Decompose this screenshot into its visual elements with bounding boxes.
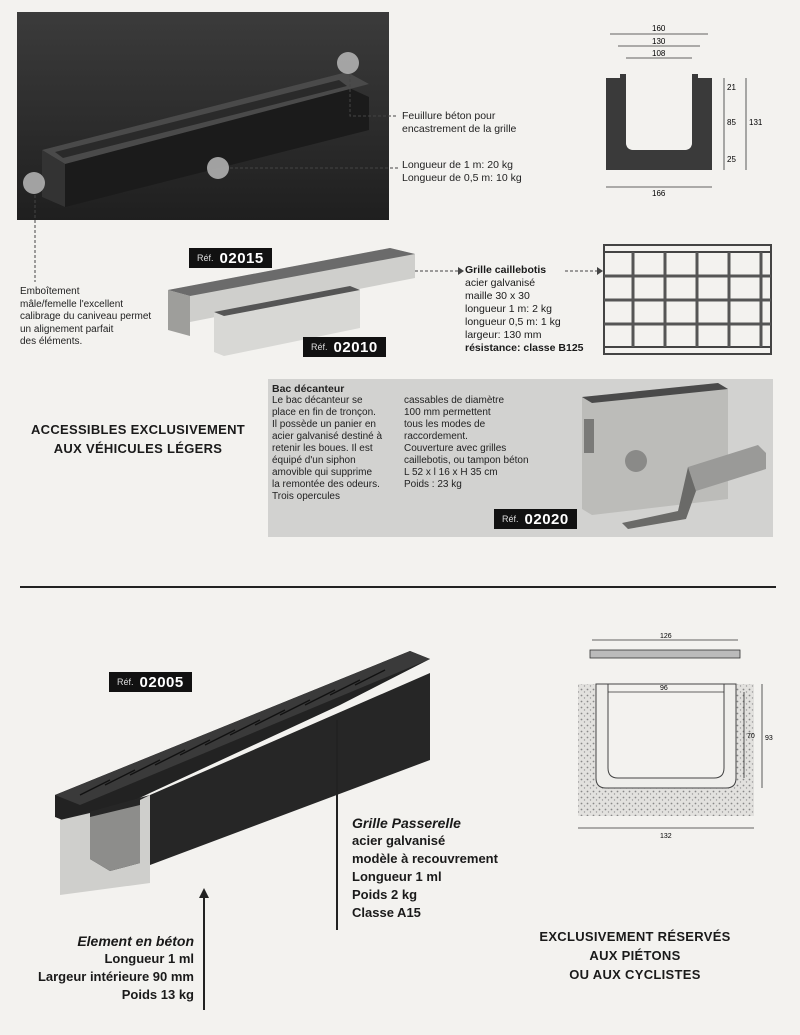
dim-96: 96 [660,685,668,692]
dim-132: 132 [660,833,672,840]
dim-126: 126 [660,633,672,640]
ref-badge-02015: Réf. 02015 [189,248,272,268]
dim-93: 93 [765,735,773,742]
ref-badge-02010: Réf. 02010 [303,337,386,357]
dim-130: 130 [652,37,666,46]
callout-feuillure: Feuillure béton pour encastrement de la grille [402,110,517,135]
dim-70: 70 [747,733,755,740]
section-divider [20,586,776,588]
cross-section-top [596,22,776,197]
passerelle-specs: Grille Passerelle acier galvanisé modèle à recouvrement Longueur 1 ml Poids 2 kg Classe A15 [352,815,498,920]
ref-badge-02020: Réf. 02020 [494,509,577,529]
bac-text-col1: Bac décanteur Le bac décanteur se place en fin de tronçon. Il possède un panier en acier galvanisé destiné à retenir les boues. Il est équipé d'un siphon amovible qui supprime la remontée des odeurs. Trois opercules [272,383,383,502]
dim-166: 166 [652,189,666,197]
heading-pietons-cyclistes: EXCLUSIVEMENT RÉSERVÉS AUX PIÉTONS OU AUX CYCLISTES [539,929,731,982]
dim-160: 160 [652,24,666,33]
dim-108: 108 [652,49,666,58]
dim-25: 25 [727,155,736,164]
heading-vehicules-legers: ACCESSIBLES EXCLUSIVEMENT AUX VÉHICULES LÉGERS [30,422,246,456]
bac-text-col2: cassables de diamètre 100 mm permettent tous les modes de raccordement. Couverture avec grilles caillebotis, ou tampon béton L 52 x l 16 x H 35 cm Poids : 23 kg [404,395,529,490]
dim-21: 21 [727,83,736,92]
ref-badge-02005: Réf. 02005 [109,672,192,692]
dim-131: 131 [749,118,763,127]
cross-section-bottom [568,628,778,848]
grille-caillebotis-specs: Grille caillebotis acier galvanisé maille 30 x 30 longueur 1 m: 2 kg longueur 0,5 m: 1 kg largeur: 130 mm résistance: classe B125 [465,264,584,354]
element-beton-specs: Element en béton Longueur 1 ml Largeur intérieure 90 mm Poids 13 kg [37,933,194,1002]
bac-decanteur-illustration [568,379,773,537]
grille-grid-drawing [603,244,773,356]
dim-85: 85 [727,118,736,127]
callout-emboitement: Emboîtement mâle/femelle l'excellent calibrage du caniveau permet un alignement parfait des éléments. [20,286,152,347]
callout-longueur: Longueur de 1 m: 20 kg Longueur de 0,5 m: 10 kg [402,159,522,184]
